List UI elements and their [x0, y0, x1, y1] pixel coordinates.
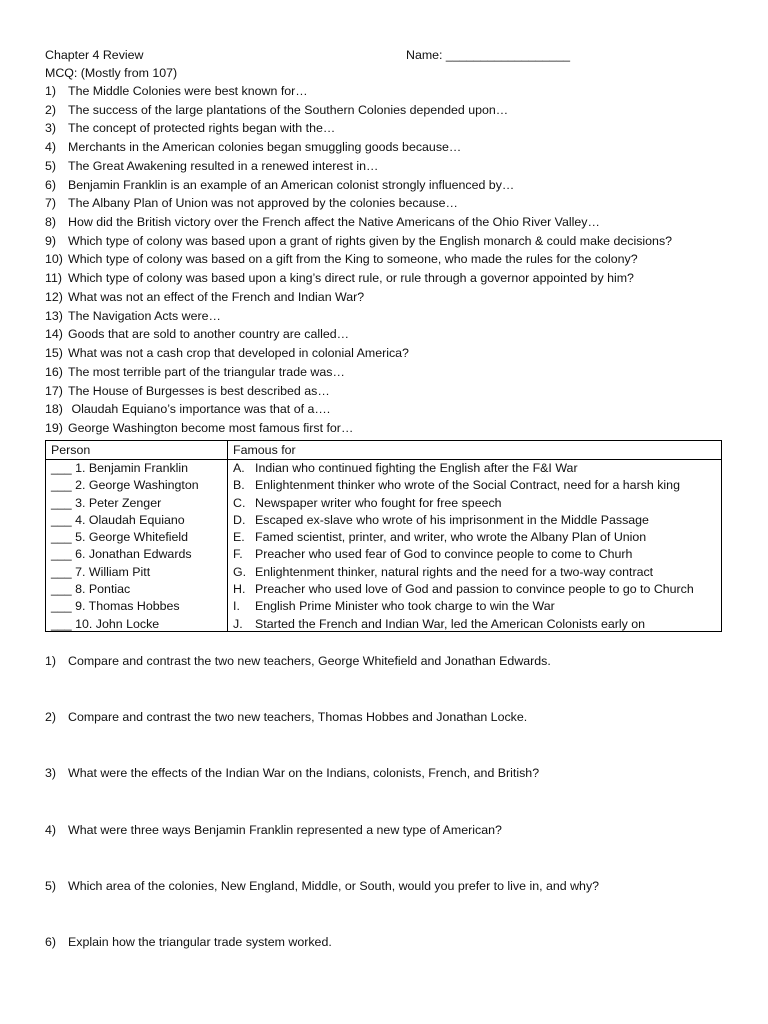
- mcq-question-list: [45, 83, 672, 439]
- mcq-question: [45, 139, 672, 158]
- essay-question: [45, 765, 599, 821]
- question-text: Which type of colony was based upon a grant of rights given by the English monarch & could make decisions?: [68, 233, 673, 248]
- mcq-question: [45, 120, 672, 139]
- question-number: 4): [45, 822, 57, 837]
- person-entry: ___ 3. Peter Zenger: [51, 495, 162, 510]
- famous-for-description: Enlightenment thinker who wrote of the Social Contract, need for a harsh king: [255, 478, 680, 493]
- essay-question: [45, 934, 599, 990]
- question-text: Which type of colony was based on a gift from the King to someone, who made the rules for the colony?: [68, 252, 638, 267]
- famous-for-description: Started the French and Indian War, led the American Colonists early on: [255, 616, 646, 631]
- matching-row: [46, 598, 721, 615]
- question-text: Which area of the colonies, New England, Middle, or South, would you prefer to live in, and why?: [68, 878, 600, 893]
- question-number: 17): [45, 383, 63, 398]
- person-entry: ___ 1. Benjamin Franklin: [51, 461, 189, 475]
- question-number: 7): [45, 196, 57, 211]
- column-header-person: Person: [51, 443, 91, 457]
- famous-for-description: Preacher who used fear of God to convince people to come to Churh: [255, 547, 633, 562]
- mcq-question: [45, 233, 672, 252]
- famous-for-description: Escaped ex-slave who wrote of his imprisonment in the Middle Passage: [255, 512, 649, 527]
- question-number: 15): [45, 346, 63, 361]
- question-number: 9): [45, 233, 57, 248]
- question-text: Goods that are sold to another country are called…: [68, 327, 350, 342]
- person-entry: ___ 10. John Locke: [51, 616, 160, 631]
- matching-row: [46, 460, 721, 477]
- question-text: What were the effects of the Indian War on the Indians, colonists, French, and British?: [68, 766, 540, 781]
- mcq-question: [45, 195, 672, 214]
- famous-for-description: Indian who continued fighting the English after the F&I War: [255, 461, 578, 475]
- mcq-question: [45, 289, 672, 308]
- question-text: Compare and contrast the two new teachers, Thomas Hobbes and Jonathan Locke.: [68, 710, 528, 725]
- mcq-question: [45, 326, 672, 345]
- matching-row: [46, 616, 721, 633]
- answer-letter: D.: [233, 512, 246, 527]
- person-entry: ___ 9. Thomas Hobbes: [51, 599, 180, 614]
- person-entry: ___ 8. Pontiac: [51, 582, 131, 597]
- question-text: The Albany Plan of Union was not approved by the colonies because…: [68, 196, 458, 211]
- question-number: 8): [45, 215, 57, 230]
- mcq-question: [45, 102, 672, 121]
- matching-table-header: [46, 441, 721, 460]
- essay-question: [45, 709, 599, 765]
- question-number: 13): [45, 308, 63, 323]
- essay-question: [45, 822, 599, 878]
- matching-row: [46, 546, 721, 563]
- question-number: 2): [45, 710, 57, 725]
- question-number: 19): [45, 420, 63, 435]
- mcq-question: [45, 364, 672, 383]
- answer-letter: J.: [233, 616, 243, 631]
- answer-letter: I.: [233, 599, 240, 614]
- famous-for-description: Preacher who used love of God and passion to convince people to go to Church: [255, 582, 694, 597]
- mcq-question: [45, 345, 672, 364]
- answer-letter: G.: [233, 564, 247, 579]
- question-number: 4): [45, 140, 57, 155]
- question-number: 3): [45, 766, 57, 781]
- matching-row: [46, 495, 721, 512]
- section-subtitle: MCQ: (Mostly from 107): [45, 66, 178, 80]
- question-text: Olaudah Equiano’s importance was that of a….: [68, 402, 331, 417]
- mcq-question: [45, 214, 672, 233]
- matching-row: [46, 512, 721, 529]
- question-text: Benjamin Franklin is an example of an American colonist strongly influenced by…: [68, 177, 515, 192]
- question-number: 5): [45, 158, 57, 173]
- matching-table: [45, 440, 722, 632]
- question-number: 18): [45, 402, 63, 417]
- question-text: The Great Awakening resulted in a renewed interest in…: [68, 158, 379, 173]
- person-entry: ___ 2. George Washington: [51, 478, 199, 493]
- question-text: The concept of protected rights began with the…: [68, 121, 336, 136]
- answer-letter: H.: [233, 582, 246, 597]
- mcq-question: [45, 383, 672, 402]
- question-text: The success of the large plantations of the Southern Colonies depended upon…: [68, 102, 509, 117]
- mcq-question: [45, 420, 672, 439]
- question-number: 14): [45, 327, 63, 342]
- mcq-question: [45, 401, 672, 420]
- column-header-famous-for: Famous for: [233, 443, 296, 457]
- answer-letter: B.: [233, 478, 245, 493]
- question-text: The Middle Colonies were best known for…: [68, 84, 308, 98]
- question-number: 6): [45, 934, 57, 949]
- matching-row: [46, 529, 721, 546]
- question-text: How did the British victory over the French affect the Native Americans of the Ohio River Valley…: [68, 215, 600, 230]
- question-text: What was not an effect of the French and Indian War?: [68, 289, 365, 304]
- mcq-question: [45, 270, 672, 289]
- question-number: 5): [45, 878, 57, 893]
- famous-for-description: Famed scientist, printer, and writer, who wrote the Albany Plan of Union: [255, 530, 647, 545]
- mcq-question: [45, 177, 672, 196]
- answer-letter: A.: [233, 461, 245, 475]
- answer-letter: F.: [233, 547, 243, 562]
- mcq-question: [45, 158, 672, 177]
- question-number: 11): [45, 271, 62, 286]
- answer-letter: C.: [233, 495, 246, 510]
- name-field-label: Name: __________________: [406, 48, 570, 62]
- question-text: The House of Burgesses is best described as…: [68, 383, 330, 398]
- question-text: Which type of colony was based upon a king’s direct rule, or rule through a governor appointed by him?: [68, 271, 634, 286]
- matching-table-body: [46, 460, 721, 633]
- mcq-question: [45, 251, 672, 270]
- essay-question: [45, 878, 599, 934]
- question-number: 3): [45, 121, 57, 136]
- famous-for-description: Enlightenment thinker, natural rights and the need for a two-way contract: [255, 564, 654, 579]
- question-number: 16): [45, 364, 63, 379]
- question-number: 6): [45, 177, 57, 192]
- essay-question: [45, 653, 599, 709]
- question-number: 2): [45, 102, 57, 117]
- question-text: Merchants in the American colonies began smuggling goods because…: [68, 140, 462, 155]
- question-text: Compare and contrast the two new teachers, George Whitefield and Jonathan Edwards.: [68, 654, 551, 668]
- question-number: 12): [45, 289, 63, 304]
- question-text: Explain how the triangular trade system worked.: [68, 934, 332, 949]
- person-entry: ___ 6. Jonathan Edwards: [51, 547, 192, 562]
- question-text: The most terrible part of the triangular trade was…: [68, 364, 345, 379]
- mcq-question: [45, 308, 672, 327]
- answer-letter: E.: [233, 530, 245, 545]
- question-number: 10): [45, 252, 63, 267]
- question-text: What was not a cash crop that developed in colonial America?: [68, 346, 409, 361]
- famous-for-description: Newspaper writer who fought for free speech: [255, 495, 502, 510]
- person-entry: ___ 4. Olaudah Equiano: [51, 512, 185, 527]
- question-text: George Washington become most famous first for…: [68, 420, 354, 435]
- matching-row: [46, 477, 721, 494]
- famous-for-description: English Prime Minister who took charge to win the War: [255, 599, 555, 614]
- person-entry: ___ 7. William Pitt: [51, 564, 151, 579]
- essay-question-list: [45, 653, 599, 990]
- mcq-question: [45, 83, 672, 102]
- person-entry: ___ 5. George Whitefield: [51, 530, 189, 545]
- question-text: What were three ways Benjamin Franklin represented a new type of American?: [68, 822, 502, 837]
- question-text: The Navigation Acts were…: [68, 308, 221, 323]
- question-number: 1): [45, 84, 57, 98]
- matching-row: [46, 564, 721, 581]
- question-number: 1): [45, 654, 57, 668]
- matching-row: [46, 581, 721, 598]
- page-title: Chapter 4 Review: [45, 48, 144, 62]
